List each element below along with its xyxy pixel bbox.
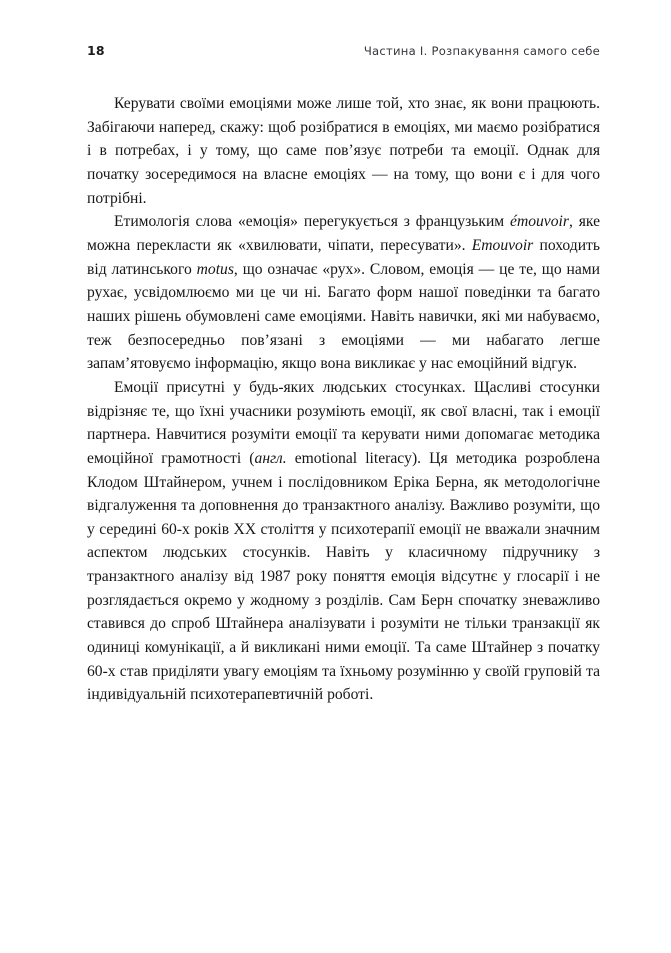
paragraph-1: Керувати своїми емоціями може лише той, хто знає, як вони працюють. Забігаючи наперед, скажу: щоб розібратися в емоціях, ми маємо розібратися і в потребах, і у тому, що саме пов’язує потреби та емоції. Однак для початку зосередимося на власне емоціях — на тому, що вони є і для чого потрібні. <box>87 95 600 207</box>
body-text-block <box>87 92 600 707</box>
running-head <box>87 45 600 67</box>
paragraph-2: Етимологія слова «емоція» перегукується з французьким émouvoir, яке можна перекласти як «хвилювати, чіпати, пересувати». Emouvoir походить від латинського motus, що означає «рух». Словом, емоція — це те, що нами рухає, усвідомлюємо ми це чи ні. Багато форм нашої поведінки та багато наших рішень обумовлені саме емоціями. Навіть навички, які ми набуваємо, теж безпосередньо пов’язані з емоціями — ми набагато легше запам’ятовуємо інформацію, якщо вона викликає у нас емоційний відгук. <box>87 213 600 373</box>
italic-run: Emouvoir <box>471 236 534 254</box>
running-head-title: Частина I. Розпакування самого себе <box>363 44 600 58</box>
paragraph-3: Емоції присутні у будь-яких людських стосунках. Щасливі стосунки відрізняє те, що їхні учасники розуміють емоції, як свої власні, так і емоції партнера. Навчитися розуміти емоції та керувати ними допомагає методика емоційної грамотності (англ. emotional literacy). Ця методика розроблена Клодом Штайнером, учнем і послідовником Еріка Берна, як методологічне відгалуження та доповнення до транзактного аналізу. Важливо розуміти, що у середині 60-х років XX століття у психотерапії емоції не вважали значним аспектом людських стосунків. Навіть у класичному підручнику з транзактного аналізу від 1987 року поняття емоція відсутнє у глосарії і не розглядається окремо у жодному з розділів. Сам Берн спочатку зневажливо ставився до спроб Штайнера аналізувати і розуміти не тільки транзакції як одиниці комунікації, а й викликані ними емоції. Та саме Штайнер з початку 60-х став приділяти увагу емоціям та їхньому розумінню у своїй груповій та індивідуальній психотерапевтичній роботі. <box>87 378 601 704</box>
italic-run: motus <box>196 260 234 278</box>
italic-run: англ. <box>254 449 287 467</box>
page-number: 18 <box>87 43 105 58</box>
italic-run: émouvoir <box>510 213 569 231</box>
